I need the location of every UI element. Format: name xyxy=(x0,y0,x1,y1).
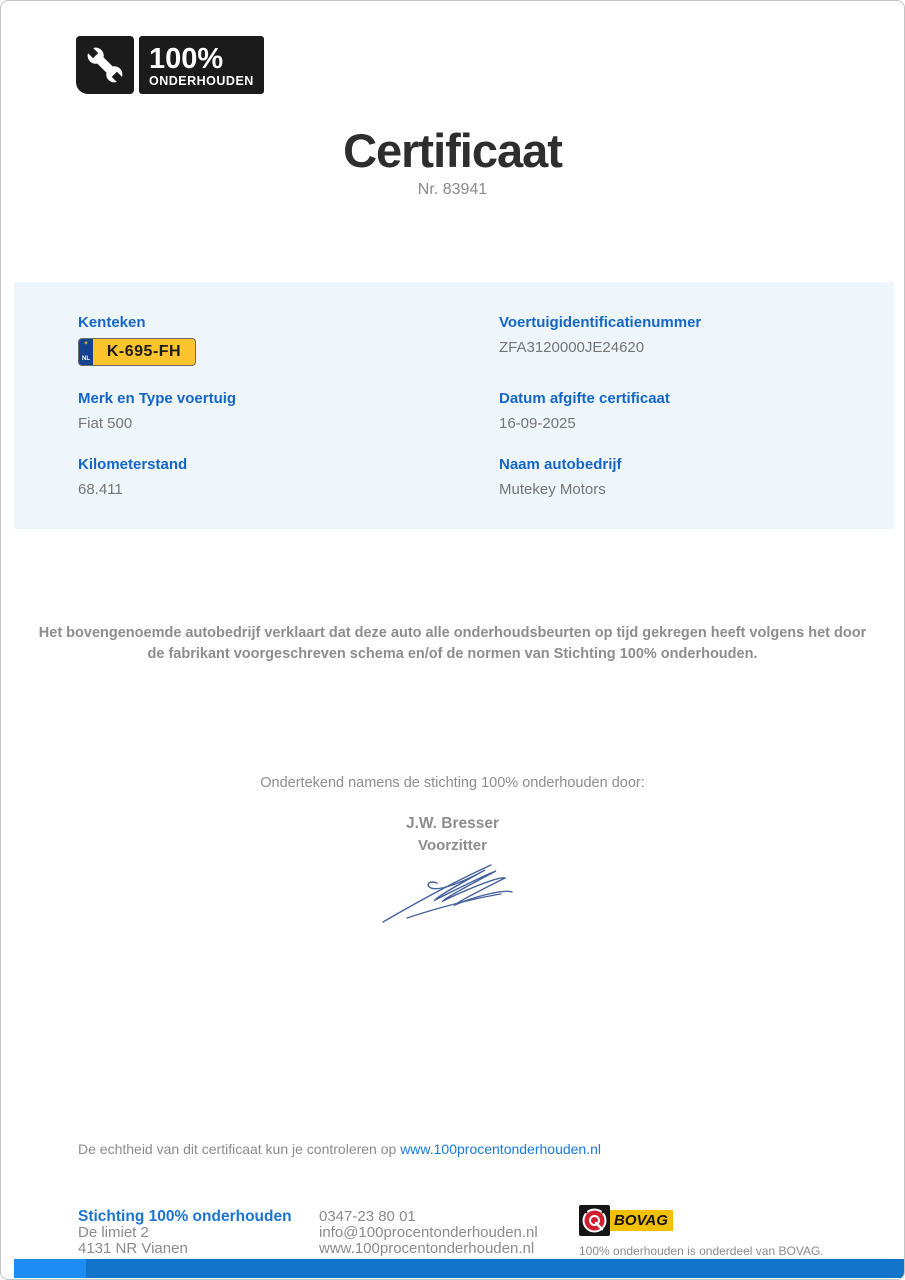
kenteken-label: Kenteken xyxy=(78,314,146,331)
license-plate-eu-strip xyxy=(79,339,93,365)
field-naam-autobedrijf xyxy=(499,456,622,498)
logo-brand-label: ONDERHOUDEN xyxy=(149,73,254,88)
bovag-logo xyxy=(579,1205,824,1236)
license-plate-number: K-695-FH xyxy=(106,343,182,360)
wrench-icon xyxy=(76,36,134,94)
merk-type-label: Merk en Type voertuig xyxy=(78,390,237,407)
verification-line xyxy=(78,1141,601,1157)
vehicle-info-box xyxy=(14,282,894,529)
license-plate xyxy=(78,338,196,366)
signer-name: J.W. Bresser xyxy=(405,815,500,832)
bovag-emblem-icon xyxy=(579,1205,610,1236)
bottom-accent-bar-light-segment xyxy=(14,1259,86,1278)
bottom-accent-bar xyxy=(14,1259,904,1278)
page-title: Certificaat xyxy=(343,124,562,177)
eu-stars-icon: ✶ xyxy=(83,341,89,347)
declaration-text: Het bovengenoemde autobedrijf verklaart dat deze auto alle onderhoudsbeurten op tijd gekregen heeft volgens het door de fabrikant voorgeschreven schema en/of de normen van Stichting 100% onderhouden. xyxy=(38,625,867,662)
field-datum-afgifte xyxy=(499,390,670,432)
vin-value: ZFA3120000JE24620 xyxy=(499,339,645,356)
logo-percent-label: 100% xyxy=(149,42,224,75)
naam-autobedrijf-label: Naam autobedrijf xyxy=(499,456,622,473)
footer-phone: 0347-23 80 01 xyxy=(319,1208,416,1225)
kilometerstand-label: Kilometerstand xyxy=(78,456,188,473)
field-vin xyxy=(499,314,701,356)
field-kenteken xyxy=(78,314,196,366)
logo-text xyxy=(139,36,264,94)
certificate-number: Nr. 83941 xyxy=(417,181,488,198)
merk-type-value: Fiat 500 xyxy=(78,415,133,432)
datum-afgifte-label: Datum afgifte certificaat xyxy=(499,390,670,407)
naam-autobedrijf-value: Mutekey Motors xyxy=(499,481,606,498)
logo-100-procent-onderhouden xyxy=(76,36,264,94)
bovag-wordmark: BOVAG xyxy=(610,1210,673,1231)
vin-label: Voertuigidentificatienummer xyxy=(499,314,702,331)
verification-link[interactable]: www.100procentonderhouden.nl xyxy=(400,1141,601,1157)
field-merk-type xyxy=(78,390,236,432)
footer-email: info@100procentonderhouden.nl xyxy=(319,1224,538,1241)
footer-website: www.100procentonderhouden.nl xyxy=(319,1240,535,1257)
signature-image xyxy=(379,856,524,931)
footer-contact xyxy=(319,1209,538,1257)
plate-country-code: NL xyxy=(82,356,90,362)
datum-afgifte-value: 16-09-2025 xyxy=(499,415,576,432)
signing-intro: Ondertekend namens de stichting 100% onderhouden door: xyxy=(260,775,645,791)
footer-address-line1: De limiet 2 xyxy=(78,1224,149,1241)
footer-address-line2: 4131 NR Vianen xyxy=(78,1240,188,1257)
verification-text: De echtheid van dit certificaat kun je controleren op xyxy=(78,1141,401,1157)
footer-organisation xyxy=(78,1209,292,1257)
footer-bovag xyxy=(579,1205,824,1258)
kilometerstand-value: 68.411 xyxy=(78,481,123,498)
bovag-caption: 100% onderhouden is onderdeel van BOVAG. xyxy=(579,1244,824,1258)
signer-role: Voorzitter xyxy=(418,837,487,854)
footer-org-name: Stichting 100% onderhouden xyxy=(78,1208,292,1225)
field-kilometerstand xyxy=(78,456,187,498)
